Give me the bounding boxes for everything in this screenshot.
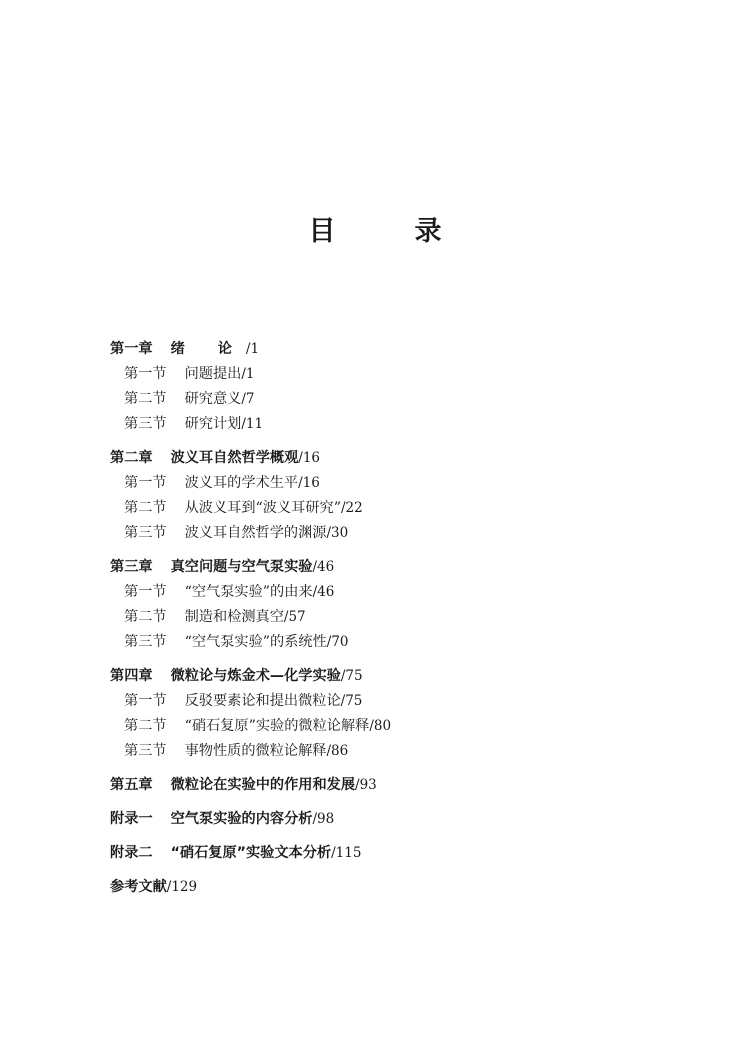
chapter-page-number: /93	[355, 777, 377, 793]
references-title: 参考文献	[110, 879, 167, 895]
section-label: 第二节	[124, 609, 167, 625]
section-entry[interactable]	[110, 582, 710, 607]
chapter-block	[110, 339, 710, 439]
chapter-block	[110, 877, 710, 902]
section-title: 事物性质的微粒论解释	[184, 743, 327, 759]
chapter-label: 第三章	[110, 559, 153, 575]
chapter-block	[110, 775, 710, 800]
section-entry[interactable]	[110, 523, 710, 548]
appendix-page-number: /98	[312, 811, 335, 827]
chapter-title: 微粒论在实验中的作用和发展	[170, 777, 356, 793]
chapter-entry[interactable]	[110, 666, 710, 691]
chapter-block	[110, 448, 710, 548]
section-label: 第三节	[124, 416, 167, 432]
chapter-block	[110, 666, 710, 766]
appendix-label: 附录一	[110, 811, 153, 827]
section-title: 问题提出	[184, 366, 242, 382]
section-title: 波义耳自然哲学的渊源	[184, 525, 327, 541]
section-entry[interactable]	[110, 364, 710, 389]
chapter-title: 波义耳自然哲学概观	[170, 450, 299, 466]
section-title: “硝石复原”实验的微粒论解释	[184, 718, 370, 734]
chapter-page-number: /16	[298, 450, 321, 466]
appendix-label: 附录二	[110, 845, 153, 861]
chapter-entry[interactable]	[110, 339, 710, 364]
section-page-number: /22	[340, 500, 363, 516]
chapter-page-number: /75	[340, 668, 363, 684]
table-of-contents	[110, 339, 710, 911]
section-page-number: /80	[369, 718, 392, 734]
chapter-entry[interactable]	[110, 775, 710, 800]
section-page-number: /1	[241, 366, 255, 382]
section-label: 第二节	[124, 718, 167, 734]
appendix-title: “硝石复原”实验文本分析	[170, 845, 332, 861]
appendix-entry[interactable]	[110, 843, 710, 868]
section-title: “空气泵实验”的系统性	[184, 634, 327, 650]
chapter-block	[110, 557, 710, 657]
section-label: 第三节	[124, 525, 167, 541]
section-label: 第一节	[124, 584, 167, 600]
appendix-title: 空气泵实验的内容分析	[170, 811, 313, 827]
section-page-number: /11	[241, 416, 264, 432]
chapter-page-number: /1	[245, 341, 260, 357]
appendix-page-number: /115	[331, 845, 362, 861]
chapter-entry[interactable]	[110, 557, 710, 582]
section-label: 第二节	[124, 391, 167, 407]
references-page-number: /129	[166, 879, 198, 895]
chapter-label: 第二章	[110, 450, 153, 466]
chapter-title: 微粒论与炼金术—化学实验	[170, 668, 341, 684]
section-page-number: /75	[340, 693, 363, 709]
section-title: 波义耳的学术生平	[184, 475, 299, 491]
chapter-page-number: /46	[312, 559, 335, 575]
section-title: 制造和检测真空	[184, 609, 284, 625]
section-entry[interactable]	[110, 607, 710, 632]
section-label: 第三节	[124, 743, 167, 759]
section-page-number: /30	[326, 525, 349, 541]
section-entry[interactable]	[110, 632, 710, 657]
chapter-label: 第五章	[110, 777, 153, 793]
chapter-label: 第一章	[110, 341, 153, 357]
references-entry[interactable]	[110, 877, 710, 902]
section-entry[interactable]	[110, 716, 710, 741]
section-title: 从波义耳到“波义耳研究”	[184, 500, 341, 516]
section-page-number: /16	[298, 475, 320, 491]
section-page-number: /46	[312, 584, 335, 600]
chapter-label: 第四章	[110, 668, 153, 684]
section-title: 研究计划	[184, 416, 242, 432]
chapter-entry[interactable]	[110, 448, 710, 473]
chapter-title: 真空问题与空气泵实验	[170, 559, 313, 575]
section-title: “空气泵实验”的由来	[184, 584, 313, 600]
section-entry[interactable]	[110, 473, 710, 498]
section-label: 第二节	[124, 500, 167, 516]
chapter-block	[110, 809, 710, 834]
section-title: 反驳要素论和提出微粒论	[184, 693, 341, 709]
section-label: 第一节	[124, 475, 167, 491]
section-page-number: /57	[283, 609, 306, 625]
section-entry[interactable]	[110, 741, 710, 766]
section-label: 第三节	[124, 634, 167, 650]
chapter-title: 绪 论	[170, 341, 246, 357]
section-label: 第一节	[124, 366, 167, 382]
section-page-number: /7	[241, 391, 255, 407]
section-entry[interactable]	[110, 691, 710, 716]
chapter-block	[110, 843, 710, 868]
section-title: 研究意义	[184, 391, 242, 407]
page-title: 目 录	[308, 216, 468, 247]
section-page-number: /86	[326, 743, 349, 759]
section-entry[interactable]	[110, 389, 710, 414]
section-label: 第一节	[124, 693, 167, 709]
section-entry[interactable]	[110, 498, 710, 523]
section-page-number: /70	[326, 634, 349, 650]
appendix-entry[interactable]	[110, 809, 710, 834]
section-entry[interactable]	[110, 414, 710, 439]
